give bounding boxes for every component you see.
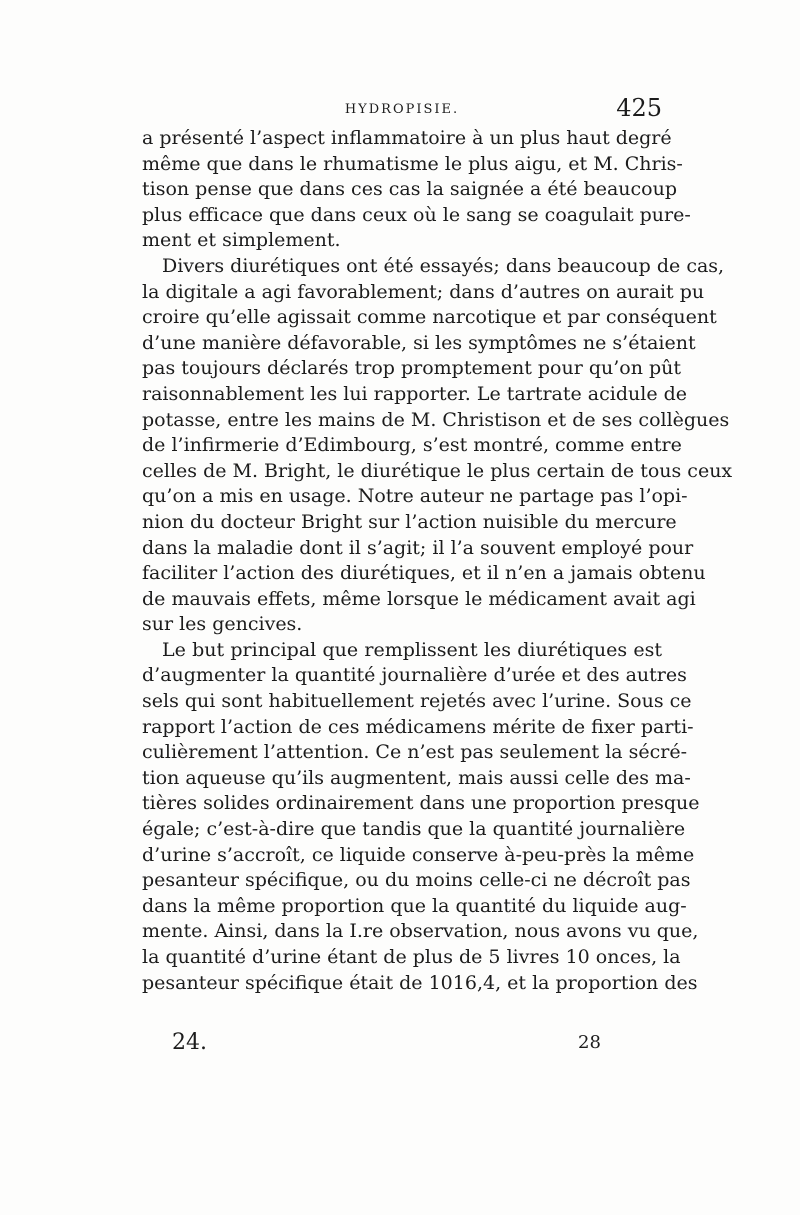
text-line: de mauvais effets, même lorsque le médicament avait agi: [142, 587, 696, 610]
text-line: a présenté l’aspect inflammatoire à un plus haut degré: [142, 127, 672, 149]
text-line: même que dans le rhumatisme le plus aigu, et M. Chris-: [142, 152, 683, 175]
signature-mark: 24.: [172, 1030, 207, 1055]
running-head: [142, 94, 662, 122]
text-line: sels qui sont habituellement rejetés avec l’urine. Sous ce: [142, 690, 692, 713]
text-line: tison pense que dans ces cas la saignée a été beaucoup: [142, 178, 677, 201]
text-line: pas toujours déclarés trop promptement pour qu’on pût: [142, 357, 682, 380]
text-line: rapport l’action de ces médicamens mérite de fixer parti-: [142, 715, 694, 738]
text-line: pesanteur spécifique était de 1016,4, et la proportion des: [142, 971, 698, 994]
sheet-number: 28: [578, 1032, 601, 1053]
text-line: plus efficace que dans ceux où le sang se coagulait pure-: [142, 203, 691, 226]
text-line: Le but principal que remplissent les diurétiques est: [162, 638, 662, 661]
text-line: nion du docteur Bright sur l’action nuisible du mercure: [142, 510, 677, 533]
text-line: tion aqueuse qu’ils augmentent, mais aussi celle des ma-: [142, 766, 691, 789]
text-line: pesanteur spécifique, ou du moins celle-ci ne décroît pas: [142, 869, 691, 892]
text-line: égale; c’est-à-dire que tandis que la quantité journalière: [142, 818, 686, 841]
body-text: [142, 126, 733, 996]
text-line: ment et simplement.: [142, 229, 341, 252]
text-line: croire qu’elle agissait comme narcotique et par conséquent: [142, 306, 717, 329]
text-line: faciliter l’action des diurétiques, et il n’en a jamais obtenu: [142, 562, 706, 585]
running-title: HYDROPISIE.: [344, 102, 460, 117]
text-line: de l’infirmerie d’Edimbourg, s’est montré, comme entre: [142, 434, 682, 457]
page-footer: [142, 1030, 662, 1060]
text-line: d’urine s’accroît, ce liquide conserve à-peu-près la même: [142, 843, 695, 866]
text-line: qu’on a mis en usage. Notre auteur ne partage pas l’opi-: [142, 485, 688, 508]
text-line: la digitale a agi favorablement; dans d’autres on aurait pu: [142, 280, 705, 303]
text-line: potasse, entre les mains de M. Christison et de ses collègues: [142, 408, 730, 431]
text-line: culièrement l’attention. Ce n’est pas seulement la sécré-: [142, 741, 688, 764]
text-line: Divers diurétiques ont été essayés; dans beaucoup de cas,: [162, 254, 725, 277]
text-line: tières solides ordinairement dans une proportion presque: [142, 792, 700, 815]
text-line: la quantité d’urine étant de plus de 5 livres 10 onces, la: [142, 946, 681, 968]
text-line: mente. Ainsi, dans la I.re observation, nous avons vu que,: [142, 920, 699, 943]
text-line: d’augmenter la quantité journalière d’urée et des autres: [142, 664, 687, 687]
page-number: 425: [616, 94, 662, 122]
text-line: dans la même proportion que la quantité du liquide aug-: [142, 894, 687, 917]
text-line: celles de M. Bright, le diurétique le plus certain de tous ceux: [142, 459, 733, 482]
text-line: raisonnablement les lui rapporter. Le tartrate acidule de: [142, 382, 688, 405]
text-line: sur les gencives.: [142, 613, 303, 636]
text-line: d’une manière défavorable, si les symptômes ne s’étaient: [142, 331, 696, 354]
text-line: dans la maladie dont il s’agit; il l’a souvent employé pour: [142, 536, 694, 559]
